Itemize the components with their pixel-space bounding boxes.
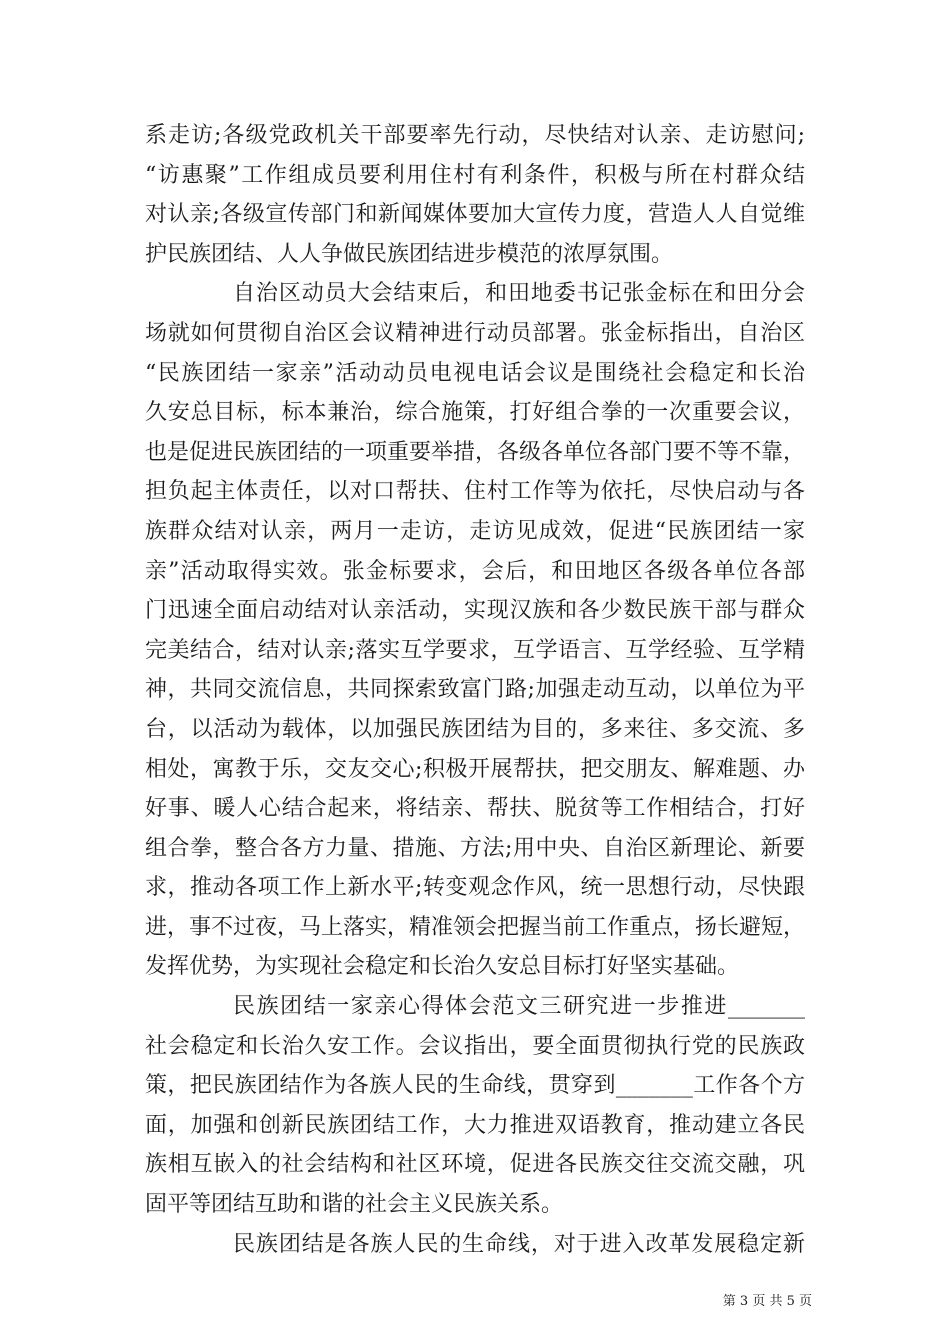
text-line: 护民族团结、人人争做民族团结进步模范的浓厚氛围。 bbox=[145, 241, 674, 267]
text-line: 神，共同交流信息，共同探索致富门路;加强走动互动，以单位为平 bbox=[145, 677, 805, 703]
text-line: “民族团结一家亲”活动动员电视电话会议是围绕社会稳定和长治 bbox=[145, 360, 805, 386]
text-line: 亲”活动取得实效。张金标要求，会后，和田地区各级各单位各部 bbox=[145, 558, 805, 584]
text-line: 相处，寓教于乐，交友交心;积极开展帮扶，把交朋友、解难题、办 bbox=[145, 756, 805, 782]
text-line: 求，推动各项工作上新水平;转变观念作风，统一思想行动，尽快跟 bbox=[145, 875, 805, 901]
text-line: 门迅速全面启动结对认亲活动，实现汉族和各少数民族干部与群众 bbox=[145, 598, 805, 624]
page-number: 第 3 页 共 5 页 bbox=[722, 1294, 812, 1309]
text-line: 久安总目标，标本兼治，综合施策，打好组合拳的一次重要会议， bbox=[145, 400, 805, 426]
text-line: 完美结合，结对认亲;落实互学要求，互学语言、互学经验、互学精 bbox=[145, 637, 805, 663]
text-line: 担负起主体责任，以对口帮扶、住村工作等为依托，尽快启动与各 bbox=[145, 479, 805, 505]
document-body bbox=[145, 116, 805, 1264]
text-line: 场就如何贯彻自治区会议精神进行动员部署。张金标指出，自治区 bbox=[145, 320, 805, 346]
text-line: 社会稳定和长治久安工作。会议指出，要全面贯彻执行党的民族政 bbox=[145, 1033, 805, 1059]
text-line: 系走访;各级党政机关干部要率先行动，尽快结对认亲、走访慰问; bbox=[145, 123, 805, 148]
paragraph-first-line: 自治区动员大会结束后，和田地委书记张金标在和田分会 bbox=[233, 281, 805, 307]
text-line: 发挥优势，为实现社会稳定和长治久安总目标打好坚实基础。 bbox=[145, 954, 740, 980]
text-line: 族相互嵌入的社会结构和社区环境，促进各民族交往交流交融，巩 bbox=[145, 1152, 805, 1178]
text-line: 台，以活动为载体，以加强民族团结为目的，多来往、多交流、多 bbox=[145, 716, 805, 742]
text-line: 进，事不过夜，马上落实，精准领会把握当前工作重点，扬长避短， bbox=[145, 914, 805, 940]
text-line: 对认亲;各级宣传部门和新闻媒体要加大宣传力度，营造人人自觉维 bbox=[145, 202, 805, 228]
paragraph-first-line: 民族团结是各族人民的生命线，对于进入改革发展稳定新 bbox=[233, 1231, 805, 1257]
text-line: 也是促进民族团结的一项重要举措，各级各单位各部门要不等不靠， bbox=[145, 439, 805, 465]
text-line: 固平等团结互助和谐的社会主义民族关系。 bbox=[145, 1192, 564, 1218]
text-line: 组合拳，整合各方力量、措施、方法;用中央、自治区新理论、新要 bbox=[145, 835, 805, 861]
text-line: 面，加强和创新民族团结工作，大力推进双语教育，推动建立各民 bbox=[145, 1112, 805, 1138]
text-line: 好事、暖人心结合起来，将结亲、帮扶、脱贫等工作相结合，打好 bbox=[145, 796, 805, 822]
paragraph-first-line: 民族团结一家亲心得体会范文三研究进一步推进_______ bbox=[233, 994, 805, 1020]
text-line: “访惠聚”工作组成员要利用住村有利条件，积极与所在村群众结 bbox=[145, 162, 805, 188]
text-line: 策，把民族团结作为各族人民的生命线，贯穿到_______工作各个方 bbox=[145, 1073, 805, 1099]
text-line: 族群众结对认亲，两月一走访，走访见成效，促进“民族团结一家 bbox=[145, 518, 805, 544]
